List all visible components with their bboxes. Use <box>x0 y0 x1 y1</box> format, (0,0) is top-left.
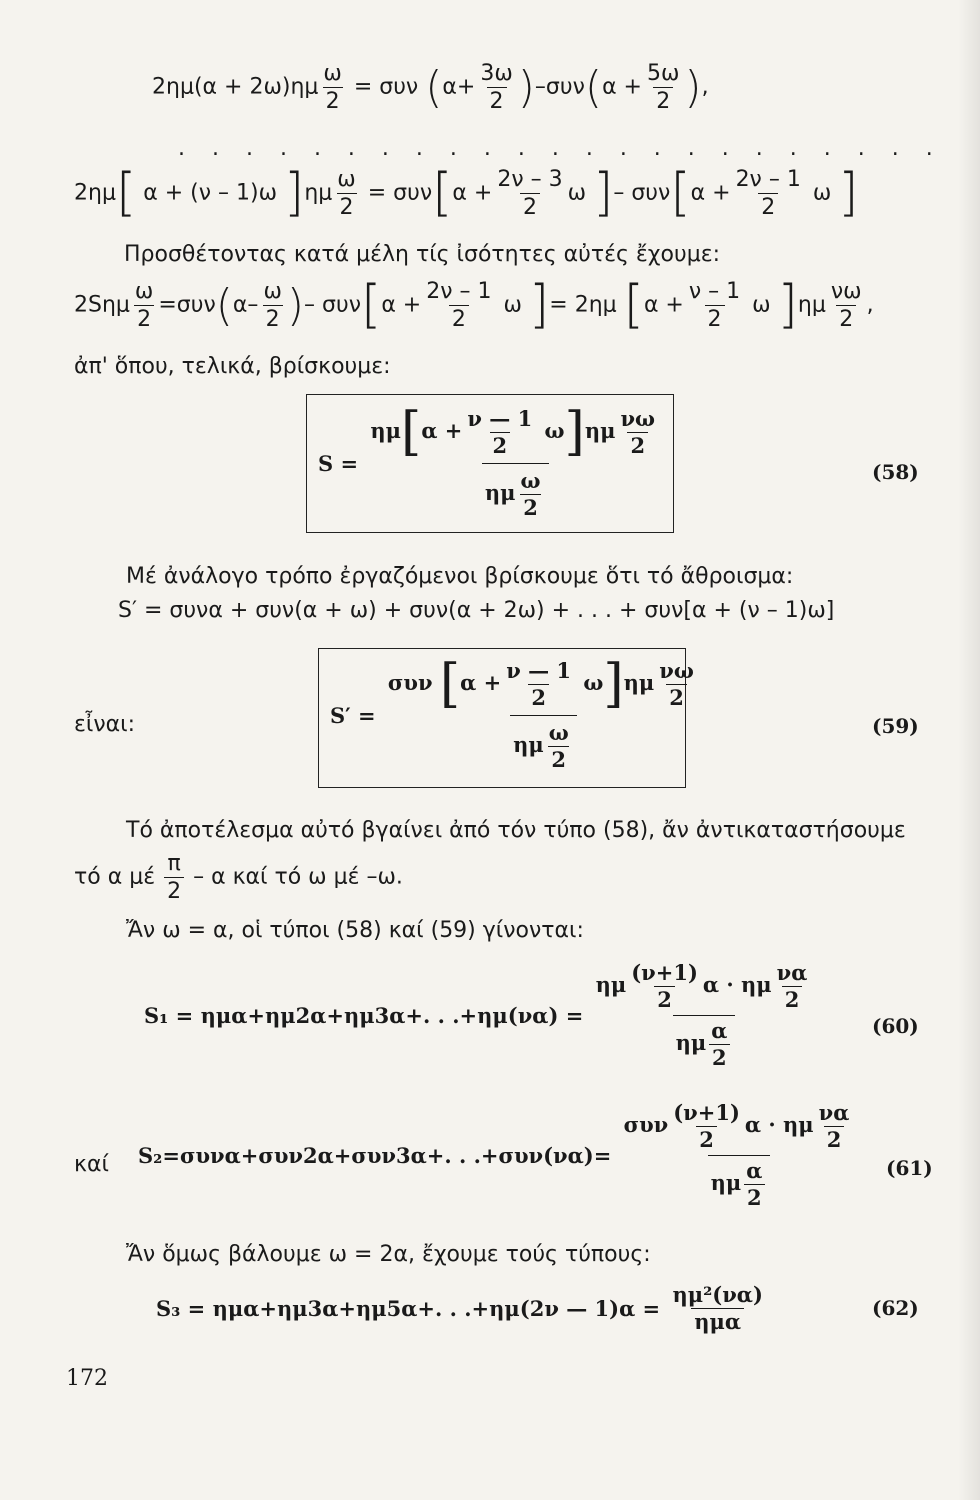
formula-58: S = ημ[α + $\frac{\nu — 1}{2}$ ω]ημ $\frac{\nu\omega}{2}$ ημ $\frac{\omega}{2}$ <box>318 401 656 521</box>
equation-sum: 2Sημ $\frac{\omega}{2}$ =συν(α– $\frac{\omega}{2}$ )– συν[α + $\frac{2\nu - 1}{2}$ ω ]= 2ημ [α + $\frac{\nu - 1}{2}$ ω ]ημ $\frac{\nu\omega}{2}$ , <box>74 274 874 335</box>
text-is: εἶναι: <box>74 712 135 737</box>
equation-line-2: 2ημ[ α + (ν – 1)ω ]ημ $\frac{\omega}{2}$ = συν[α + $\frac{2\nu - 3}{2}$ ω ]– συν[α + $\frac{2\nu - 1}{2}$ ω ] <box>74 162 859 223</box>
text-finally: ἀπ' ὅπου, τελικά, βρίσκουμε: <box>74 354 391 379</box>
equation-number-61: (61) <box>886 1156 933 1180</box>
text-put-omega: Ἄν ὅμως βάλουμε ω = 2α, ἔχουμε τούς τύπους: <box>126 1242 651 1267</box>
text-result-line-2: τό α μέ $\frac{\pi}{2}$ – α καί τό ω μέ –ω. <box>74 851 403 905</box>
formula-62: S₃ = ημα+ημ3α+ημ5α+. . .+ημ(2ν — 1)α = $\frac{\text{ημ²(να)}}{\text{ημα}}$ <box>156 1282 763 1335</box>
equation-number-60: (60) <box>872 1014 919 1038</box>
page-edge-shadow <box>958 0 980 1500</box>
text-result-line-1: Τό ἀποτέλεσμα αὐτό βγαίνει ἀπό τόν τύπο (58), ἄν ἀντικαταστήσουμε <box>126 818 906 843</box>
equation-s-prime: S′ = συνα + συν(α + ω) + συν(α + 2ω) + . . . + συν[α + (ν – 1)ω] <box>118 598 835 623</box>
formula-60: S₁ = ημα+ημ2α+ημ3α+. . .+ημ(να) = ημ $\frac{(\nu+1)}{2}$ α · ημ $\frac{\nu\alpha}{2}$ ημ $\frac{\alpha}{2}$ <box>144 960 808 1071</box>
formula-59: S′ = συν [α + $\frac{\nu — 1}{2}$ ω]ημ $\frac{\nu\omega}{2}$ ημ $\frac{\omega}{2}$ <box>330 653 694 773</box>
page-number: 172 <box>66 1366 108 1391</box>
equation-number-62: (62) <box>872 1296 919 1320</box>
equation-number-59: (59) <box>872 714 919 738</box>
equation-line-1: 2ημ(α + 2ω)ημ $\frac{\omega}{2}$ = συν (α+ $\frac{3\omega}{2}$ )–συν(α + $\frac{5\omega}{2}$ ), <box>152 61 709 115</box>
text-similarly: Μέ ἀνάλογο τρόπο ἐργαζόμενοι βρίσκουμε ὅτι τό ἄθροισμα: <box>126 564 794 589</box>
text-if-omega-alpha: Ἄν ω = α, οἱ τύποι (58) καί (59) γίνονται: <box>126 918 584 943</box>
formula-61: S₂=συνα+συν2α+συν3α+. . .+συν(να)= συν $\frac{(\nu+1)}{2}$ α · ημ $\frac{\nu\alpha}{2}$ ημ $\frac{\alpha}{2}$ <box>138 1100 850 1211</box>
text-adding: Προσθέτοντας κατά μέλη τίς ἰσότητες αὐτές ἔχουμε: <box>124 242 720 267</box>
equation-number-58: (58) <box>872 460 919 484</box>
ellipsis-row: . . . . . . . . . . . . . . . . . . . . . . . <box>178 136 943 161</box>
text-and: καί <box>74 1152 109 1177</box>
